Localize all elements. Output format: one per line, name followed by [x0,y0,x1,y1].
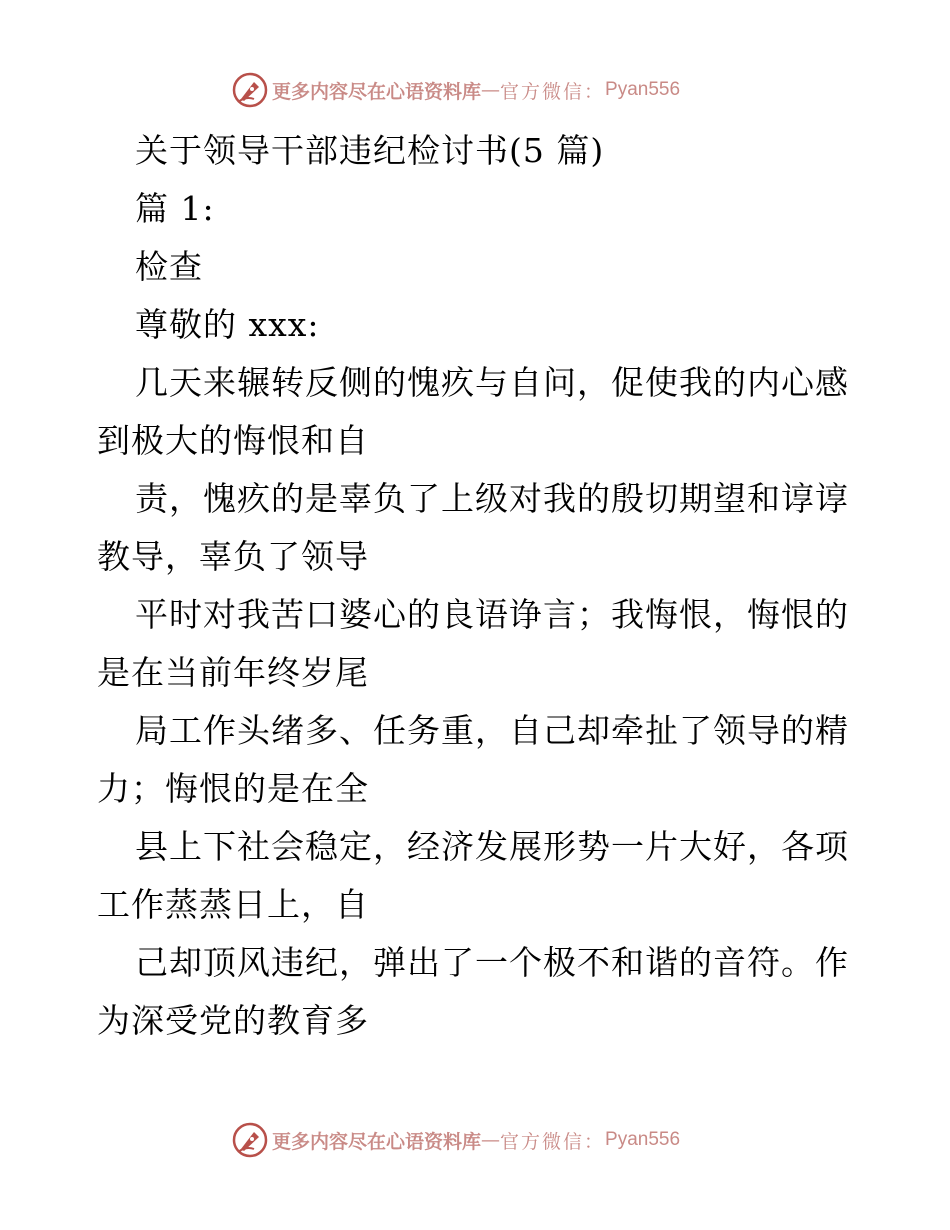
banner-text: 更多内容尽在心语资料库 [272,1130,482,1153]
document-line: 己却顶风违纪，弹出了一个极不和谐的音符。作 [135,943,849,982]
document-line: 检查 [135,247,203,286]
banner-wechat-label: 官方微信： [500,1130,606,1153]
banner-separator: — [481,1129,501,1151]
header-banner [232,70,680,110]
document-line: 篇 1: [135,189,215,228]
banner-separator: — [481,79,501,101]
banner-wechat-label: 官方微信： [500,80,606,103]
document-body [97,122,857,1050]
banner-wechat-id: Pyan556 [605,1129,681,1150]
document-line: 到极大的悔恨和自 [97,421,369,460]
banner-wechat-id: Pyan556 [605,79,681,100]
document-line: 局工作头绪多、任务重，自己却牵扯了领导的精 [135,711,849,750]
pen-nib-logo-icon [232,1122,268,1158]
document-line: 平时对我苦口婆心的良语诤言；我悔恨，悔恨的 [135,595,849,634]
document-line: 尊敬的 xxx: [135,305,320,344]
document-line: 是在当前年终岁尾 [97,653,369,692]
document-line: 教导，辜负了领导 [97,537,369,576]
pen-nib-logo-icon [232,72,268,108]
footer-banner [232,1120,680,1160]
document-line: 几天来辗转反侧的愧疚与自问，促使我的内心感 [135,363,849,402]
document-line: 关于领导干部违纪检讨书(5 篇) [135,131,605,170]
document-line: 为深受党的教育多 [97,1001,369,1040]
document-line: 县上下社会稳定，经济发展形势一片大好，各项 [135,827,849,866]
document-line: 工作蒸蒸日上，自 [97,885,369,924]
document-line: 力；悔恨的是在全 [97,769,369,808]
document-line: 责，愧疚的是辜负了上级对我的殷切期望和谆谆 [135,479,849,518]
banner-text: 更多内容尽在心语资料库 [272,80,482,103]
